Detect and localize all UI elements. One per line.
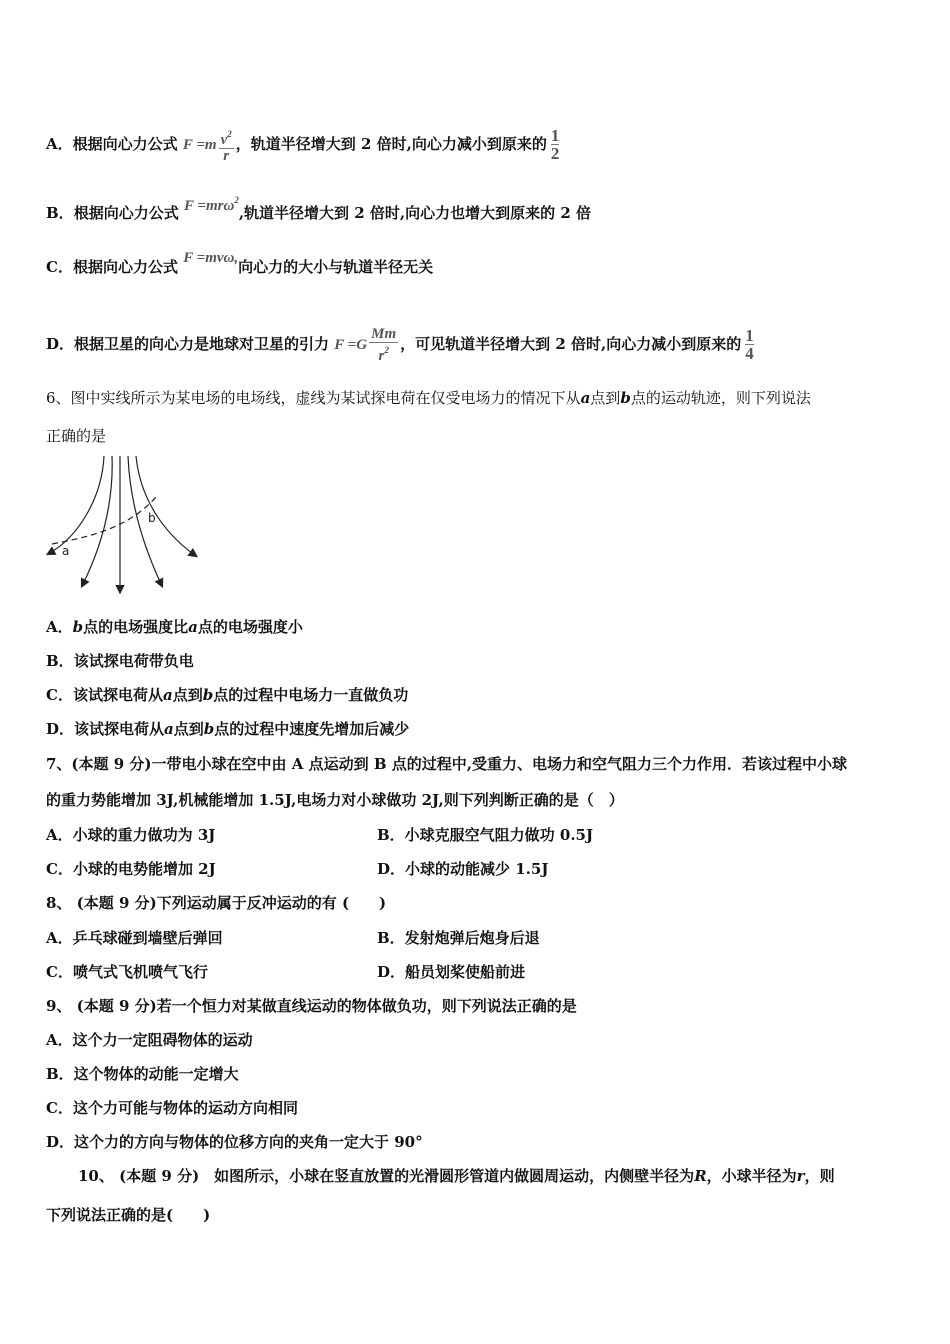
q5-option-c: C．根据向心力公式 F =mvω,向心力的大小与轨道半径无关 <box>46 250 434 276</box>
q9-option-d: D．这个力的方向与物体的位移方向的夹角一定大于 90° <box>46 1133 423 1151</box>
fraction-one-quarter: $\frac{1}{4}$ <box>745 326 754 364</box>
point-b-label: b <box>148 511 156 525</box>
q9-option-c: C．这个力可能与物体的运动方向相同 <box>46 1099 298 1117</box>
centripetal-formula-b: F =mrω$^2$ <box>183 195 239 214</box>
q6-option-c: C．该试探电荷从a点到b点的过程中电场力一直做负功 <box>46 686 409 704</box>
q9-option-b: B．这个物体的动能一定增大 <box>46 1065 239 1083</box>
q8-option-c: C．喷气式飞机喷气飞行 <box>46 963 208 981</box>
particle-trajectory <box>52 497 156 544</box>
q10-stem-line-1: 10、 (本题 9 分) 如图所示，小球在竖直放置的光滑圆形管道内做圆周运动，内侧壁半径为R，小球半径为r，则 <box>78 1167 835 1185</box>
q10-stem-line-2: 下列说法正确的是( ) <box>46 1206 211 1224</box>
field-line-right-inner <box>128 456 162 586</box>
q7-option-c: C．小球的电势能增加 2J <box>46 860 216 878</box>
q6-option-d: D．该试探电荷从a点到b点的过程中速度先增加后减少 <box>46 720 410 738</box>
q6-stem-line-1: 6、图中实线所示为某电场的电场线，虚线为某试探电荷在仅受电场力的情况下从a点到b点的运动轨迹，则下列说法 <box>46 389 811 407</box>
q8-option-a: A．乒乓球碰到墙壁后弹回 <box>46 929 223 947</box>
electric-field-diagram <box>44 452 204 596</box>
centripetal-formula-c: F =mvω, <box>183 250 239 266</box>
q9-stem: 9、 (本题 9 分)若一个恒力对某做直线运动的物体做负功，则下列说法正确的是 <box>46 997 577 1015</box>
q7-option-d: D．小球的动能减少 1.5J <box>377 860 549 878</box>
field-line-left-inner <box>82 456 112 586</box>
gravitation-formula: F =G $\frac{Mm}{r^2}$ <box>334 326 397 364</box>
centripetal-formula-a: F =m $\frac{v^2}{r}$ <box>182 129 232 164</box>
q8-stem: 8、 (本题 9 分)下列运动属于反冲运动的有 ( ) <box>46 894 387 912</box>
fraction-one-half: $\frac{1}{2}$ <box>550 126 560 164</box>
q9-option-a: A．这个力一定阻碍物体的运动 <box>46 1031 253 1049</box>
q6-option-b: B．该试探电荷带负电 <box>46 652 194 670</box>
q6-option-a: A．b点的电场强度比a点的电场强度小 <box>46 618 303 636</box>
field-line-right-outer <box>136 456 196 556</box>
q6-stem-line-2: 正确的是 <box>46 427 107 445</box>
q5-option-a: A．根据向心力公式 F =m $\frac{v^2}{r}$ ，轨道半径增大到 2 倍时,向心力减小到原来的 $\frac{1}{2}$ <box>46 126 560 164</box>
q8-option-d: D．船员划桨使船前进 <box>377 963 526 981</box>
q5-option-b: B．根据向心力公式 F =mrω$^2$,轨道半径增大到 2 倍时,向心力也增大到原来的 2 倍 <box>46 195 592 222</box>
q7-stem-line-1: 7、(本题 9 分)一带电小球在空中由 A 点运动到 B 点的过程中,受重力、电场力和空气阻力三个力作用．若该过程中小球 <box>46 755 847 773</box>
point-a-label: a <box>62 544 70 558</box>
q8-option-b: B．发射炮弹后炮身后退 <box>377 929 540 947</box>
q7-option-b: B．小球克服空气阻力做功 0.5J <box>377 826 594 844</box>
q5-option-d: D．根据卫星的向心力是地球对卫星的引力 F =G $\frac{Mm}{r^2}$ ，可见轨道半径增大到 2 倍时,向心力减小到原来的 $\frac{1}{4}$ <box>46 326 754 364</box>
q7-stem-line-2: 的重力势能增加 3J,机械能增加 1.5J,电场力对小球做功 2J,则下列判断正确的是（ ） <box>46 791 624 809</box>
q7-option-a: A．小球的重力做功为 3J <box>46 826 216 844</box>
